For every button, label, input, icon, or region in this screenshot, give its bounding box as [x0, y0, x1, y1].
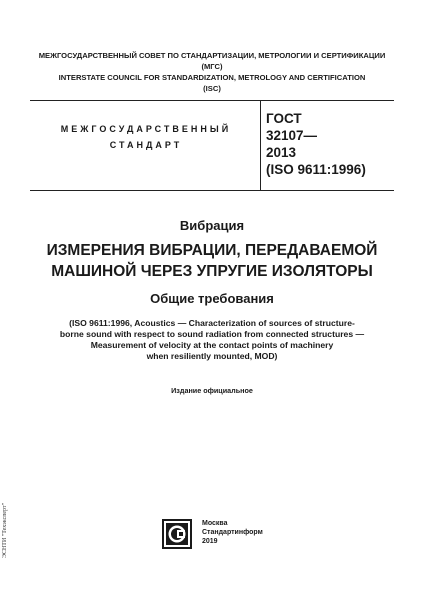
edition-label: Издание официальное [171, 386, 253, 395]
standartinform-logo-icon [162, 519, 192, 549]
publisher-year: 2019 [202, 538, 218, 545]
council-en: INTERSTATE COUNCIL FOR STANDARDIZATION, METROLOGY AND CERTIFICATION [58, 73, 366, 82]
standard-type-line2: СТАНДАРТ [109, 140, 183, 150]
side-watermark: ЭСНТИ "Техэксперт" [2, 502, 8, 558]
title-line1: ИЗМЕРЕНИЯ ВИБРАЦИИ, ПЕРЕДАВАЕМОЙ [46, 242, 378, 259]
intl-ref-line1: (ISO 9611:1996, Acoustics — Characterization of sources of structure- [69, 318, 355, 328]
publisher-name: Стандартинформ [202, 529, 263, 536]
header-top-rule [30, 100, 394, 101]
intl-ref-line4: when resiliently mounted, MOD) [146, 351, 278, 361]
publisher-city: Москва [202, 520, 228, 527]
title-line2: МАШИНОЙ ЧЕРЕЗ УПРУГИЕ ИЗОЛЯТОРЫ [51, 263, 373, 280]
header-bottom-rule [30, 190, 394, 191]
iso-reference: (ISO 9611:1996) [266, 162, 366, 177]
council-ru: МЕЖГОСУДАРСТВЕННЫЙ СОВЕТ ПО СТАНДАРТИЗАЦИИ, МЕТРОЛОГИИ И СЕРТИФИКАЦИИ [38, 51, 386, 60]
gost-label: ГОСТ [266, 111, 302, 126]
intl-ref-line2: borne sound with respect to sound radiation from connected structures — [59, 329, 365, 339]
gost-year: 2013 [266, 145, 297, 160]
header-divider [260, 101, 261, 190]
subtitle: Общие требования [150, 291, 274, 306]
council-en-abbr: (ISC) [203, 84, 221, 93]
council-ru-abbr: (МГС) [201, 62, 223, 71]
subject: Вибрация [179, 218, 245, 233]
gost-number: 32107— [266, 128, 318, 143]
standard-type-line1: МЕЖГОСУДАРСТВЕННЫЙ [60, 124, 232, 134]
intl-ref-line3: Measurement of velocity at the contact points of machinery [90, 340, 334, 350]
